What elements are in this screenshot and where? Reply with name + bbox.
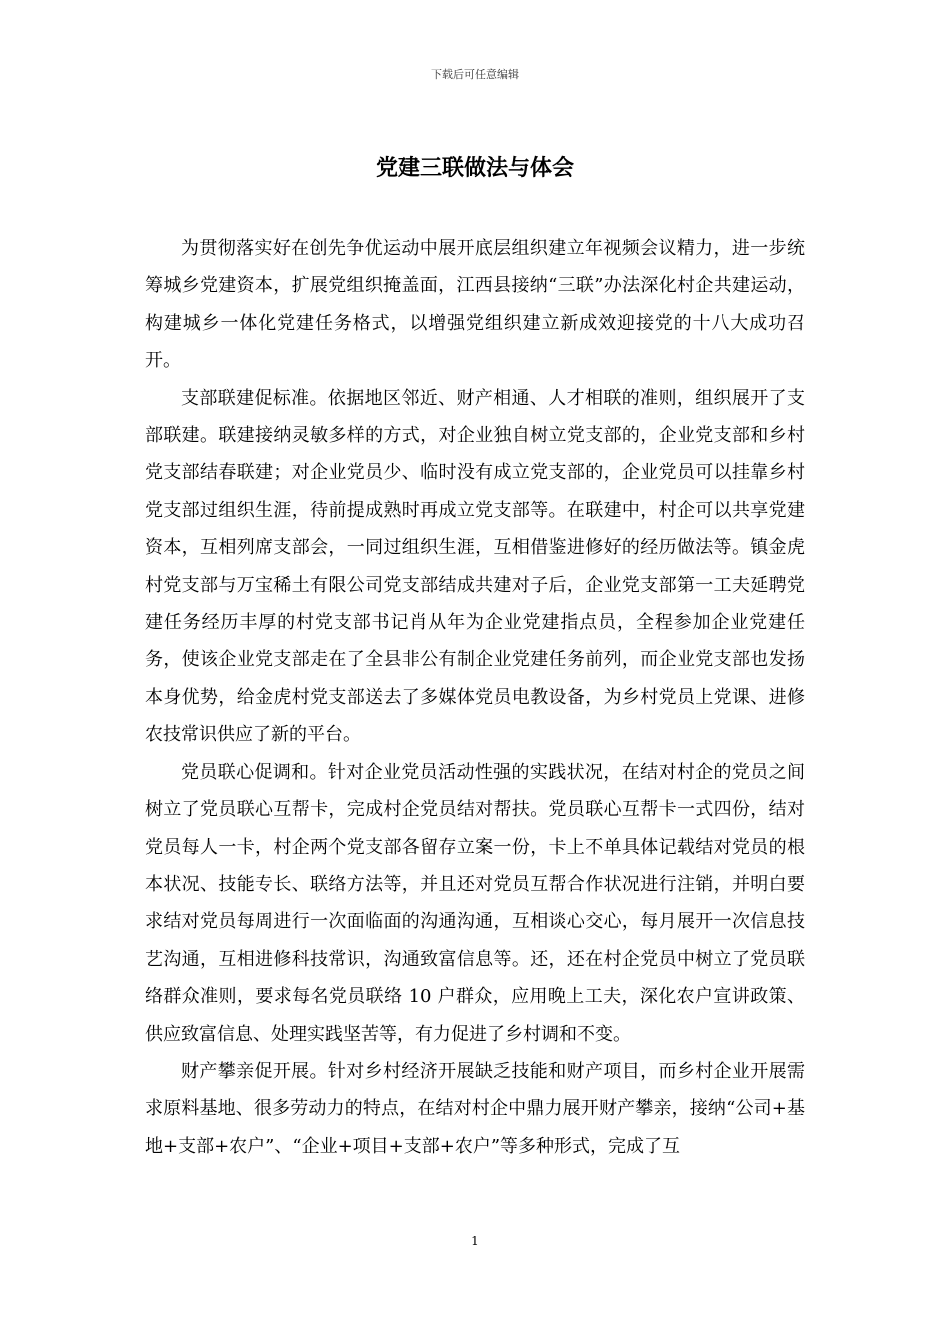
header-note: 下载后可任意编辑 [431, 68, 519, 81]
paragraph-member-connection: 党员联心促调和。针对企业党员活动性强的实践状况，在结对村企的党员之间树立了党员联心互帮卡，完成村企党员结对帮扶。党员联心互帮卡一式四份，结对党员每人一卡，村企两个党支部各留存立案一份，卡上不单具体记载结对党员的根本状况、技能专长、联络方法等，并且还对党员互帮合作状况进行注销，并明白要求结对党员每周进行一次面临面的沟通沟通，互相谈心交心，每月展开一次信息技艺沟通，互相进修科技常识，沟通致富信息等。还，还在村企党员中树立了党员联络群众准则，要求每名党员联络 10 户群众，应用晚上工夫，深化农户宣讲政策、供应致富信息、处理实践坚苦等，有力促进了乡村调和不变。 [145, 761, 805, 1045]
page-number: 1 [471, 1234, 479, 1248]
paragraph-branch-joint-building: 支部联建促标准。依据地区邻近、财产相通、人才相联的准则，组织展开了支部联建。联建接纳灵敏多样的方式，对企业独自树立党支部的，企业党支部和乡村党支部结春联建；对企业党员少、临时没有成立党支部的，企业党员可以挂靠乡村党支部过组织生涯，待前提成熟时再成立党支部等。在联建中，村企可以共享党建资本，互相列席支部会，一同过组织生涯，互相借鉴进修好的经历做法等。镇金虎村党支部与万宝稀土有限公司党支部结成共建对子后，企业党支部第一工夫延聘党建任务经历丰厚的村党支部书记肖从年为企业党建指点员，全程参加企业党建任务，使该企业党支部走在了全县非公有制企业党建任务前列，而企业党支部也发扬本身优势，给金虎村党支部送去了多媒体党员电教设备，为乡村党员上党课、进修农技常识供应了新的平台。 [145, 387, 805, 746]
document-title: 党建三联做法与体会 [375, 156, 574, 181]
document-body [145, 230, 805, 1165]
paragraph-intro: 为贯彻落实好在创先争优运动中展开底层组织建立年视频会议精力，进一步统筹城乡党建资本，扩展党组织掩盖面，江西县接纳“三联”办法深化村企共建运动，构建城乡一体化党建任务格式，以增强党组织建立新成效迎接党的十八大成功召开。 [145, 238, 805, 372]
paragraph-industry-pairing: 财产攀亲促开展。针对乡村经济开展缺乏技能和财产项目，而乡村企业开展需求原料基地、很多劳动力的特点，在结对村企中鼎力展开财产攀亲，接纳“公司+基地+支部+农户”、“企业+项目+支部+农户”等多种形式，完成了互 [145, 1060, 805, 1157]
